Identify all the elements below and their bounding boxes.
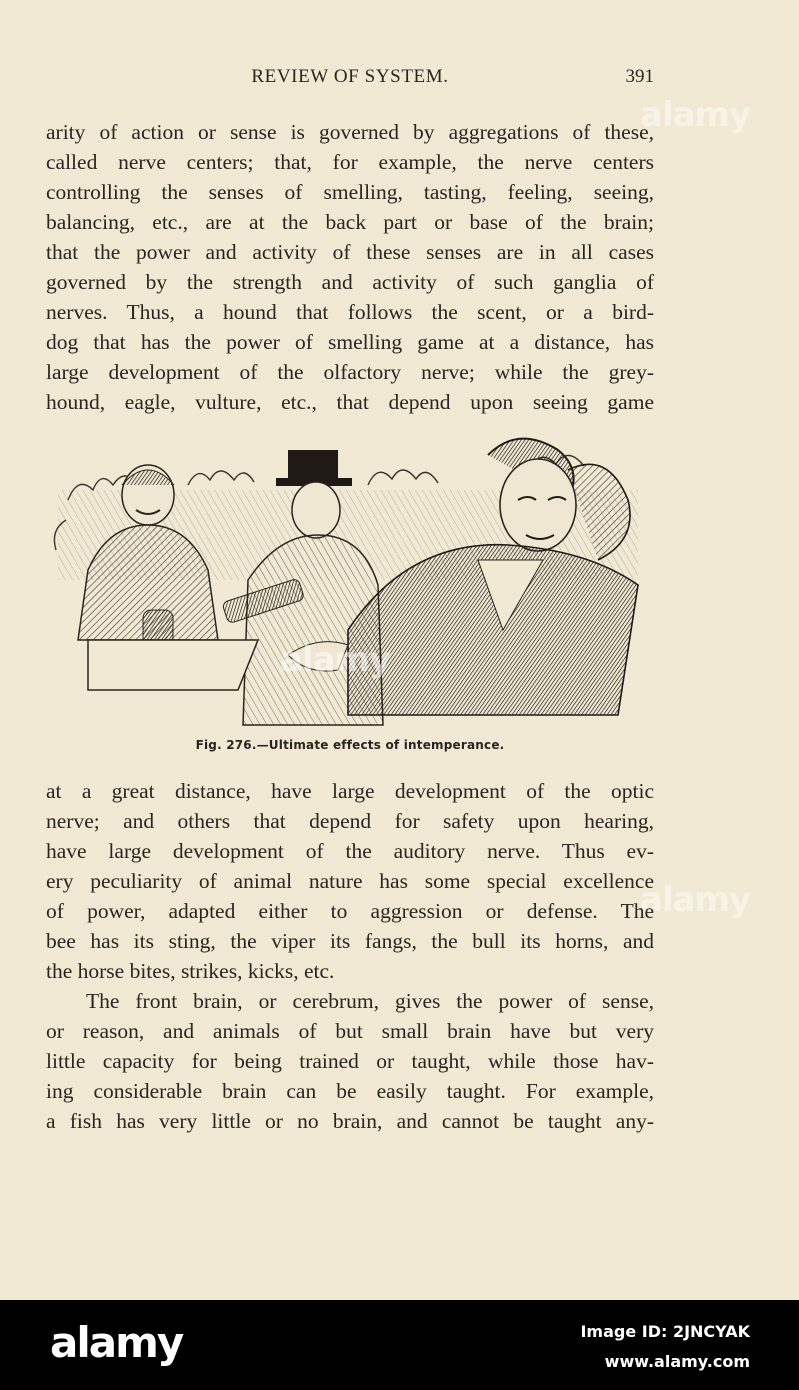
text-line: balancing, etc., are at the back part or base of the brain; [46, 210, 654, 234]
text-line: at a great distance, have large development of the optic [46, 779, 654, 803]
running-head: REVIEW OF SYSTEM. [251, 66, 449, 87]
text-line: that the power and activity of these senses are in all cases [46, 240, 654, 264]
text-line: The front brain, or cerebrum, gives the power of sense, [86, 989, 654, 1013]
text-line: of power, adapted either to aggression or defense. The [46, 899, 654, 923]
text-line: little capacity for being trained or taught, while those hav- [46, 1049, 654, 1073]
page-number: 391 [625, 66, 654, 87]
watermark-text: alamy [280, 640, 391, 680]
text-line: the horse bites, strikes, kicks, etc. [46, 959, 335, 983]
text-line: nerves. Thus, a hound that follows the scent, or a bird- [46, 300, 654, 324]
site-url: www.alamy.com [604, 1352, 750, 1371]
text-line: large development of the olfactory nerve; while the grey- [46, 360, 654, 384]
watermark-text: alamy [640, 95, 751, 135]
text-line: arity of action or sense is governed by aggregations of these, [46, 120, 654, 144]
watermark-text: alamy [640, 880, 751, 920]
text-line: called nerve centers; that, for example, the nerve centers [46, 150, 654, 174]
page-header [46, 66, 654, 94]
text-line: bee has its sting, the viper its fangs, the bull its horns, and [46, 929, 654, 953]
text-line: or reason, and animals of but small brain have but very [46, 1019, 654, 1043]
engraving-illustration [48, 430, 646, 726]
image-id-label: Image ID: 2JNCYAK [580, 1322, 750, 1341]
text-line: ing considerable brain can be easily taught. For example, [46, 1079, 654, 1103]
watermark-footer [0, 1300, 799, 1390]
text-line: controlling the senses of smelling, tasting, feeling, seeing, [46, 180, 654, 204]
paragraph-2 [46, 776, 654, 1136]
paragraph-1 [46, 117, 654, 417]
text-line: a fish has very little or no brain, and cannot be taught any- [46, 1109, 654, 1133]
text-line: nerve; and others that depend for safety upon hearing, [46, 809, 654, 833]
text-line: governed by the strength and activity of such ganglia of [46, 270, 654, 294]
brand-logo: alamy [50, 1318, 183, 1367]
text-line: have large development of the auditory nerve. Thus ev- [46, 839, 654, 863]
figure-caption: Fig. 276.—Ultimate effects of intemperance. [195, 738, 505, 752]
text-line: ery peculiarity of animal nature has some special excellence [46, 869, 654, 893]
text-line: hound, eagle, vulture, etc., that depend upon seeing game [46, 390, 654, 414]
text-line: dog that has the power of smelling game at a distance, has [46, 330, 654, 354]
